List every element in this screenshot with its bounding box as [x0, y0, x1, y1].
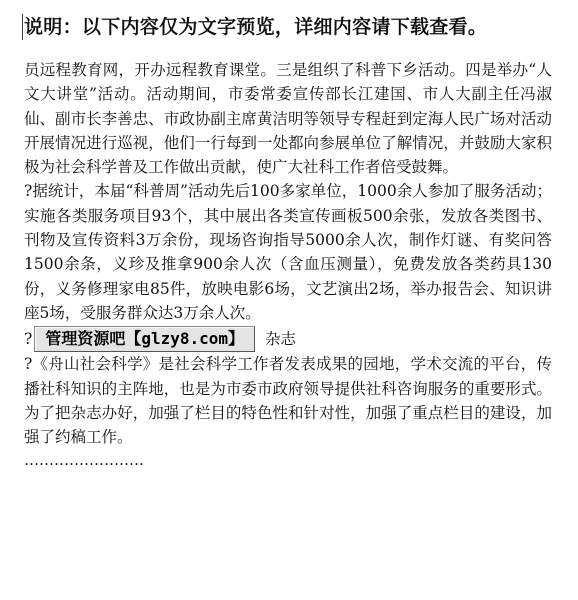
banner-line: [24, 326, 552, 352]
preview-notice: 说明：以下内容仅为文字预览，详细内容请下载查看。: [24, 16, 488, 38]
banner-suffix: 杂志: [265, 330, 297, 349]
paragraph-statistics: ?据统计，本届“科普周”活动先后100多家单位，1000余人参加了服务活动；实施各类服务项目93个，其中展出各类宣传画板500余张，发放各类图书、刊物及宣传资料3万余份，现场咨询指导5000余人次，制作灯谜、有奖问答1500余条，义珍及推拿900余人次（含血压测量），免费发放各类药具130份，义务修理家电85件，放映电影6场，文艺演出2场，举办报告会、知识讲座5场，受服务群众达3万余人次。: [24, 182, 552, 322]
paragraph-magazine: ?《舟山社会科学》是社会科学工作者发表成果的园地，学术交流的平台，传播社科知识的主阵地，也是为市委市政府领导提供社科咨询服务的重要形式。为了把杂志办好，加强了栏目的特色性和针对性，加强了重点栏目的建设，加强了约稿工作。: [24, 355, 552, 447]
site-banner-button[interactable]: 管理资源吧【glzy8.com】: [34, 326, 255, 352]
ellipsis-line: ……………………: [24, 451, 144, 470]
document-body: [24, 58, 552, 471]
paragraph-activities: 员远程教育网，开办远程教育课堂。三是组织了科普下乡活动。四是举办“人文大讲堂”活动。活动期间，市委常委宣传部长江建国、市人大副主任冯淑仙、副市长李善忠、市政协副主席黄洁明等领导专程赶到定海人民广场对活动开展情况进行巡视，他们一行每到一处都向参展单位了解情况，并鼓励大家积极为社会科学普及工作做出贡献，使广大社科工作者倍受鼓舞。: [24, 61, 552, 177]
banner-prefix: ?: [24, 330, 33, 349]
